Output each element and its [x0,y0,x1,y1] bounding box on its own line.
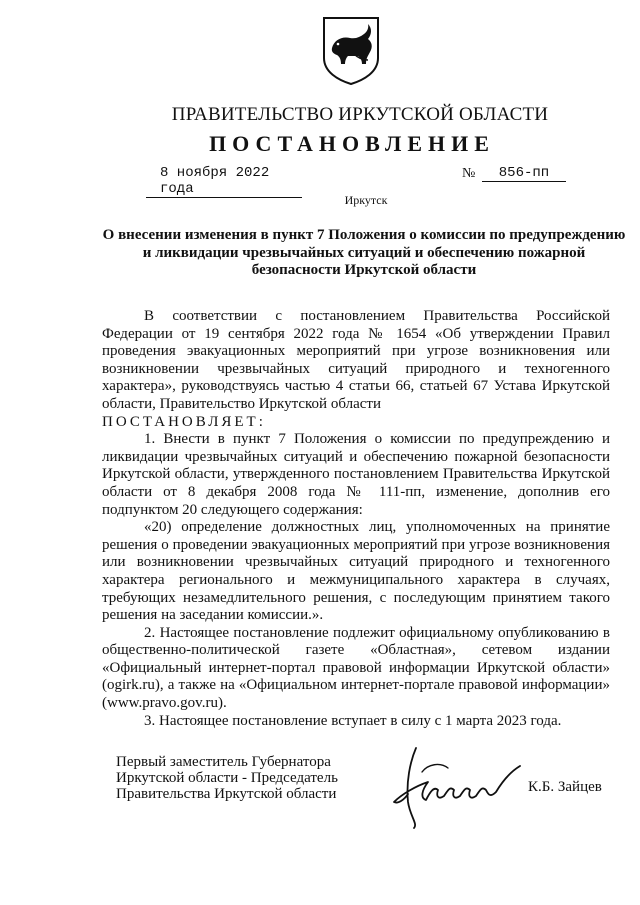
item-1-paragraph: 1. Внести в пункт 7 Положения о комиссии по предупреждению и ликвидации чрезвычайных ситуаций и обеспечению пожарной безопасности Иркутской области, утвержденного постановлением Правительства Иркутской области от 8 декабря 2008 года № 111-пп, изменение, дополнив его подпунктом 20 следующего содержания: [102,431,610,518]
position-line: Правительства Иркутской области [116,786,337,802]
preamble-paragraph: В соответствии с постановлением Правительства Российской Федерации от 19 сентября 2022 года № 1654 «Об утверждении Правил проведения эвакуационных мероприятий при угрозе возникновения или возникновении чрезвычайных ситуаций природного и техногенного характера», руководствуясь частью 4 статьи 66, статьей 67 Устава Иркутской области, Правительство Иркутской области [102,308,610,412]
government-name: ПРАВИТЕЛЬСТВО ИРКУТСКОЙ ОБЛАСТИ [171,104,549,125]
signatory-position [116,754,338,802]
resolves-heading: ПОСТАНОВЛЯЕТ: [102,413,266,430]
signer-name: К.Б. Зайцев [528,779,602,795]
document-date: 8 ноября 2022 года [146,165,302,198]
document-body [102,308,610,730]
position-line: Иркутской области - Председатель [116,770,338,786]
item-3-paragraph: 3. Настоящее постановление вступает в силу с 1 марта 2023 года. [144,712,562,729]
city-name: Иркутск [344,193,388,207]
handwritten-signature-icon [388,742,528,830]
document-type: ПОСТАНОВЛЕНИЕ [209,131,495,156]
number-sign: № [462,166,476,181]
subitem-20-paragraph: «20) определение должностных лиц, уполномоченных на принятие решения о проведении эвакуационных мероприятий при угрозе возникновения или возникновении чрезвычайных ситуаций природного и техногенного характера регионального и межмуниципального характера в случаях, требующих незамедлительного решения, с последующим принятием такого решения на заседании комиссии.». [102,519,610,624]
irkutsk-babr-emblem-icon [318,14,384,86]
document-number: 856-пп [482,165,566,182]
position-line: Первый заместитель Губернатора [116,754,331,770]
document-title: О внесении изменения в пункт 7 Положения о комиссии по предупреждению и ликвидации чрезвычайных ситуаций и обеспечению пожарной безопасности Иркутской области [102,227,626,278]
item-2-paragraph: 2. Настоящее постановление подлежит официальному опубликованию в общественно-политической газете «Областная», сетевом издании «Официальный интернет-портал правовой информации Иркутской области» (ogirk.ru), а также на «Официальном интернет-портале правовой информации» (www.pravo.gov.ru). [102,624,610,712]
